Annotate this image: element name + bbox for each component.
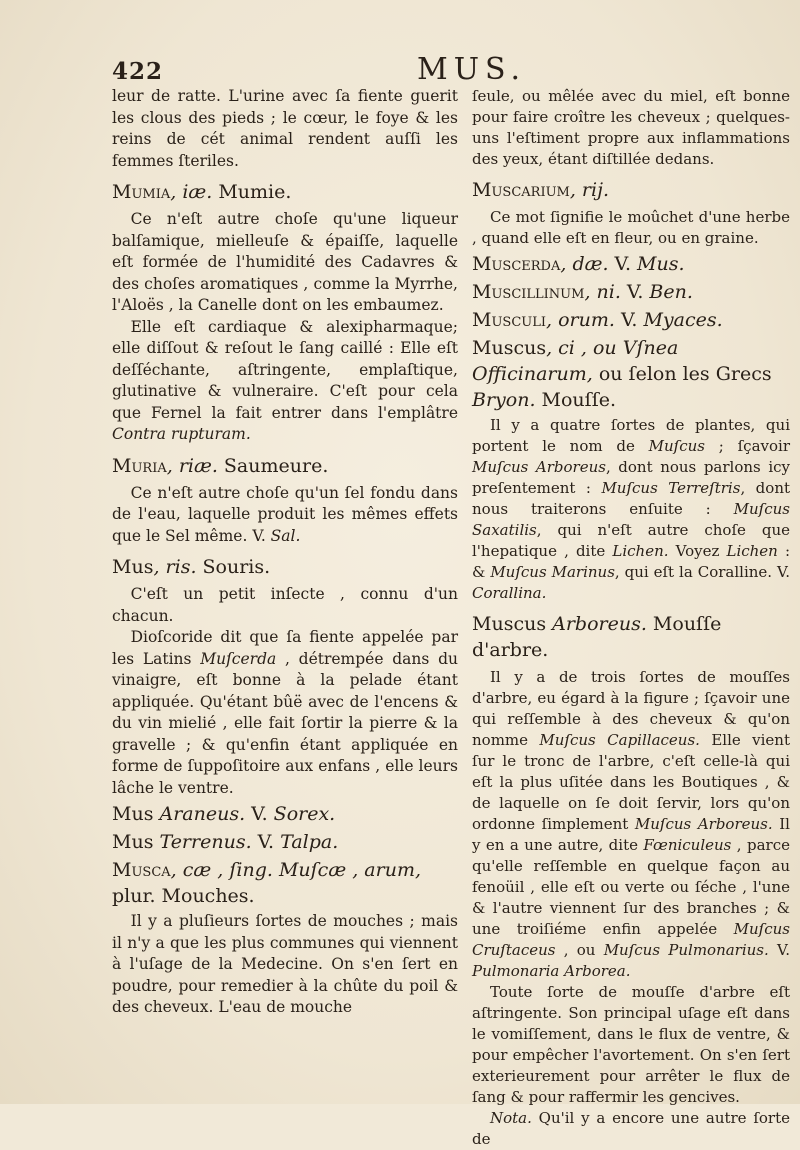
entry-heading-muscus-arboreus: Muscus Arboreus. Mouſſe d'arbre. bbox=[472, 613, 722, 661]
page-header bbox=[112, 52, 792, 88]
paragraph: Elle eſt cardiaque & alexipharmaque; elle diſſout & reſout le ſang caillé : Elle eſt deſſéchante, aſtringente, emplaſtique, glutinative & vulneraire. C'eſt pour cela que Fernel la fait entrer dans l'emplâtre Contra rupturam. bbox=[112, 317, 458, 443]
entry-heading-muscillinum: Muscillinum, ni. V. Ben. bbox=[472, 281, 693, 303]
paragraph: C'eſt un petit inſecte , connu d'un chacun. bbox=[112, 585, 458, 625]
entry-heading-mus-terrenus: Mus Terrenus. V. Talpa. bbox=[112, 831, 339, 853]
paragraph: Il y a pluſieurs ſortes de mouches ; mais il n'y a que les plus communes qui viennent à l'uſage de la Medecine. On s'en ſert en poudre, pour remedier à la chûte du poil & des cheveux. L'eau de mouche bbox=[112, 912, 458, 1016]
entry-heading-muscus: Muscus, ci , ou Vſnea Officinarum, ou ſelon les Grecs Bryon. Mouſſe. bbox=[472, 337, 772, 411]
paragraph: Ce n'eſt autre choſe qu'un ſel fondu dans de l'eau, laquelle produit les mêmes effets que le Sel même. V. Sal. bbox=[112, 483, 458, 545]
right-column bbox=[472, 86, 790, 1150]
entry-heading-mus: Mus, ris. Souris. bbox=[112, 556, 271, 578]
paragraph: Ce mot ſignifie le moûchet d'une herbe , quand elle eſt en fleur, ou en graine. bbox=[472, 208, 790, 247]
paragraph: Il y a de trois ſortes de mouſſes d'arbre, eu égard à la figure ; ſçavoir une qui reſſemble à des cheveux & qu'on nomme Muſcus Capillaceus. Elle vient ſur le tronc de l'arbre, c'eſt celle-là qui eſt la plus uſitée dans les Boutiques , & de laquelle on ſe doit ſervir, lors qu'on ordonne ſimplement Muſcus Arboreus. Il y en a une autre, dite Fœniculeus , parce qu'elle reſſemble en quelque façon au fenoüil , elle eſt ou verte ou ſéche , l'une & l'autre viennent ſur des branches ; & une troiſiéme enfin appelée Muſcus Cruſtaceus , ou Muſcus Pulmonarius. V. Pulmonaria Arborea. bbox=[472, 668, 791, 980]
paragraph: Il y a quatre ſortes de plantes, qui portent le nom de Muſcus ; ſçavoir Muſcus Arboreus, dont nous parlons icy preſentement : Muſcus Terreſtris, dont nous traiterons enſuite : Muſcus Saxatilis, qui n'eſt autre choſe que l'hepatique , dite Lichen. Voyez Lichen : & Muſcus Marinus, qui eſt la Coralline. V. Corallina. bbox=[472, 416, 791, 602]
left-column bbox=[112, 86, 458, 1019]
entry-heading-musculi: Musculi, orum. V. Myaces. bbox=[472, 309, 723, 331]
entry-heading-muscarium: Muscarium, rij. bbox=[472, 179, 610, 201]
paragraph: Nota. Qu'il y a encore une autre ſorte de bbox=[472, 1109, 790, 1148]
page-number: 422 bbox=[112, 58, 164, 85]
entry-heading-musca: Musca, cæ , ſing. Muſcæ , arum, plur. Mouches. bbox=[112, 859, 421, 907]
paragraph: Dioſcoride dit que ſa fiente appelée par les Latins Muſcerda , détrempée dans du vinaigre, eſt bonne à la pelade étant appliquée. Qu'étant bûë avec de l'encens & du vin mielié , elle fait ſortir la pierre & la gravelle ; & qu'enfin étant appliquée en forme de ſuppoſitoire aux enfans , elle leurs lâche le ventre. bbox=[112, 628, 458, 797]
paragraph: ſeule, ou mêlée avec du miel, eſt bonne pour faire croître les cheveux ; quelques-uns l'eſtiment propre aux inflammations des yeux, étant diſtillée dedans. bbox=[472, 87, 790, 168]
entry-heading-mus-araneus: Mus Araneus. V. Sorex. bbox=[112, 803, 336, 825]
paragraph: Ce n'eſt autre choſe qu'une liqueur balſamique, mielleuſe & épaiſſe, laquelle eſt formée de l'humidité des Cadavres & des choſes aromatiques , comme la Myrrhe, l'Aloës , la Canelle dont on les embaumez. bbox=[112, 210, 458, 314]
entry-heading-mumia: Mumia, iæ. Mumie. bbox=[112, 181, 292, 203]
entry-heading-muria: Muria, riæ. Saumeure. bbox=[112, 454, 329, 477]
paragraph: Toute ſorte de mouſſe d'arbre eſt aſtringente. Son principal uſage eſt dans le vomiſſement, dans le flux de ventre, & pour empêcher l'avortement. On s'en ſert exterieurement pour arrêter le flux de ſang & pour raffermir les gencives. bbox=[472, 983, 790, 1106]
running-head: MUS. bbox=[417, 52, 527, 87]
paragraph: leur de ratte. L'urine avec ſa fiente guerit les clous des pieds ; le cœur, le foye & les reins de cét animal rendent auſſi les femmes ſteriles. bbox=[112, 87, 458, 170]
entry-heading-muscerda: Muscerda, dæ. V. Mus. bbox=[472, 253, 685, 275]
